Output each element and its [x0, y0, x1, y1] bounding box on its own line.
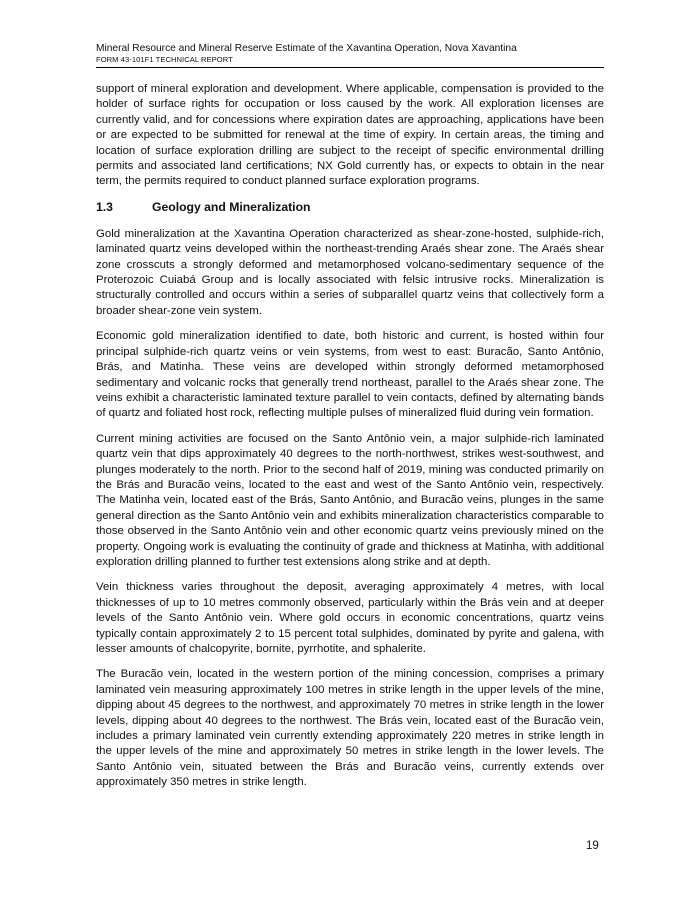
paragraph-surface-rights: support of mineral exploration and development. Where applicable, compensation is provided to the holder of surface rights for occupation or loss caused by the work. All exploration licenses are currently valid, and for concessions where expiration dates are approaching, applications have been or are expected to be submitted for renewal at the time of expiry. In certain areas, the timing and location of surface exploration drilling are subject to the receipt of specific environmental drilling permits and associated land certifications; NX Gold currently has, or expects to obtain in the near term, the permits required to conduct planned surface exploration programs.	[96, 83, 604, 188]
paragraph-principal-veins: Economic gold mineralization identified to date, both historic and current, is hosted within four principal sulphide-rich quartz veins or vein systems, from west to east: Buracão, Santo Antônio, Brás, and Matinha. These veins are developed within strongly deformed metamorphosed sedimentary and volcanic rocks that generally trend northeast, parallel to the Araés shear zone. The veins exhibit a characteristic laminated texture parallel to vein contacts, defined by alternating bands of quartz and foliated host rock, reflecting multiple pulses of mineralized fluid during vein formation.	[96, 330, 604, 420]
page-body	[96, 82, 604, 801]
section-number: 1.3	[96, 199, 113, 214]
page-header	[96, 43, 604, 68]
page-number: 19	[586, 840, 599, 852]
paragraph-current-mining: Current mining activities are focused on the Santo Antônio vein, a major sulphide-rich laminated quartz vein that dips approximately 40 degrees to the north-northwest, strikes west-southwest, and plunges moderately to the north. Prior to the second half of 2019, mining was conducted primarily on the Brás and Buracão veins, located to the east and west of the Santo Antônio vein, respectively. The Matinha vein, located east of the Brás, Santo Antônio, and Buracão veins, plunges in the same general direction as the Santo Antônio vein and exhibits mineralization characteristics comparable to those observed in the Santo Antônio vein and other economic quartz veins previously mined on the property. Ongoing work is evaluating the continuity of grade and thickness at Matinha, with additional exploration drilling planned to further test extensions along strike and at depth.	[96, 432, 604, 568]
report-subtitle: FORM 43-101F1 TECHNICAL REPORT	[96, 55, 233, 64]
paragraph-vein-dimensions: The Buracão vein, located in the western portion of the mining concession, comprises a primary laminated vein measuring approximately 100 metres in strike length in the upper levels of the mine, dipping about 45 degrees to the northwest, and approximately 70 metres in strike length in the lower levels, dipping about 40 degrees to the northwest. The Brás vein, located east of the Buracão vein, includes a primary laminated vein currently extending approximately 220 metres in strike length in the upper levels of the mine and approximately 50 metres in strike length in the lower levels. The Santo Antônio vein, situated between the Brás and Buracão veins, currently extends over approximately 350 metres in strike length.	[96, 668, 604, 789]
report-title: Mineral Resource and Mineral Reserve Estimate of the Xavantina Operation, Nova Xavantina	[96, 43, 517, 54]
section-heading	[96, 200, 604, 215]
paragraph-vein-thickness: Vein thickness varies throughout the deposit, averaging approximately 4 metres, with local thicknesses of up to 10 metres commonly observed, particularly within the Brás vein and at deeper levels of the Santo Antônio vein. Where gold occurs in economic concentrations, quartz veins typically contain approximately 2 to 15 percent total sulphides, dominated by pyrite and galena, with lesser amounts of chalcopyrite, bornite, pyrrhotite, and sphalerite.	[96, 581, 604, 655]
paragraph-geology-overview: Gold mineralization at the Xavantina Operation characterized as shear-zone-hosted, sulphide-rich, laminated quartz veins developed within the northeast-trending Araés shear zone. The Araés shear zone crosscuts a strongly deformed and metamorphosed volcano-sedimentary sequence of the Proterozoic Cuiabá Group and is locally associated with felsic intrusive rocks. Mineralization is structurally controlled and occurs within a series of subparallel quartz veins that collectively form a broader shear-zone vein system.	[96, 227, 604, 317]
section-title: Geology and Mineralization	[152, 199, 311, 214]
